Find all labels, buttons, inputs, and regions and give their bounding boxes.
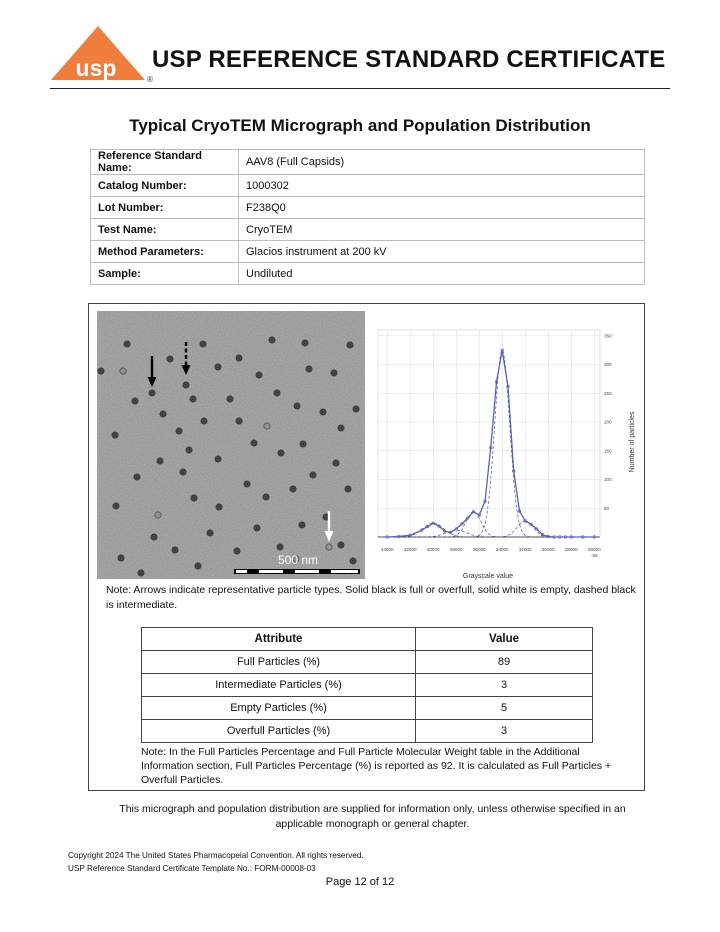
particle <box>250 439 257 446</box>
particle <box>243 480 250 487</box>
value-cell: 89 <box>416 651 593 674</box>
particle <box>97 367 104 374</box>
attribute-header: Attribute <box>142 628 416 651</box>
table-row <box>91 263 645 285</box>
population-distribution-chart <box>370 322 640 584</box>
particle <box>182 381 189 388</box>
table-row <box>91 175 645 197</box>
particle <box>349 557 356 564</box>
table-row <box>142 697 593 720</box>
particle <box>194 562 201 569</box>
chart-ticks <box>381 333 612 558</box>
table-row <box>142 720 593 743</box>
row-value: Glacios instrument at 200 kV <box>239 241 645 263</box>
full-particles-note: Note: In the Full Particles Percentage and Full Particle Molecular Weight table in the Additional Information section, Full Particles Percentage (%) is reported as 92. It is calculated as Full Particles + Overfull Particles. <box>141 746 612 786</box>
particle <box>226 395 233 402</box>
table-row <box>91 219 645 241</box>
particle <box>332 459 339 466</box>
x-tick-label: 34000 <box>495 547 509 552</box>
x-tick-label: 42000 <box>403 547 417 552</box>
particle <box>309 471 316 478</box>
footer-copyright <box>68 849 364 875</box>
particle <box>148 389 155 396</box>
particle <box>255 371 262 378</box>
row-value: 1000302 <box>239 175 645 197</box>
x-tick-label: 28000 <box>564 547 578 552</box>
particle <box>200 417 207 424</box>
y-tick-label: 50 <box>604 505 610 511</box>
particle <box>277 449 284 456</box>
value-header: Value <box>416 628 593 651</box>
y-tick-label: 100 <box>604 477 612 483</box>
particle <box>175 427 182 434</box>
particle <box>214 455 221 462</box>
particle <box>273 389 280 396</box>
table-row <box>142 674 593 697</box>
particle <box>131 397 138 404</box>
attribute-cell: Full Particles (%) <box>142 651 416 674</box>
particle <box>215 503 222 510</box>
particle <box>352 405 359 412</box>
particle <box>235 417 242 424</box>
attribute-cell: Intermediate Particles (%) <box>142 674 416 697</box>
particle <box>268 336 275 343</box>
attribute-cell: Overfull Particles (%) <box>142 720 416 743</box>
particle <box>305 365 312 372</box>
scale-bar-label: 500 nm <box>277 553 319 567</box>
particle <box>235 354 242 361</box>
particle <box>179 468 186 475</box>
particle <box>214 363 221 370</box>
certificate-title: USP REFERENCE STANDARD CERTIFICATE <box>152 46 666 73</box>
particle <box>123 340 130 347</box>
particle <box>185 446 192 453</box>
row-value: Undiluted <box>239 263 645 285</box>
particle <box>346 341 353 348</box>
particle <box>154 511 161 518</box>
page-number: Page 12 of 12 <box>325 876 395 888</box>
y-tick-label: 350 <box>604 333 612 339</box>
particle <box>119 367 126 374</box>
table-header-row <box>142 628 593 651</box>
row-key: Test Name: <box>91 219 239 241</box>
particle <box>189 395 196 402</box>
x-axis-label: Grayscale value <box>462 573 514 580</box>
particle <box>166 355 173 362</box>
x-tick-label: 36000 <box>472 547 486 552</box>
row-value: AAV8 (Full Capsids) <box>239 150 645 175</box>
attribute-cell: Empty Particles (%) <box>142 697 416 720</box>
particle <box>299 440 306 447</box>
particle <box>233 547 240 554</box>
row-key: Method Parameters: <box>91 241 239 263</box>
particle <box>111 431 118 438</box>
row-value: CryoTEM <box>239 219 645 241</box>
gaussian-component <box>378 350 600 537</box>
particle <box>293 402 300 409</box>
y-tick-label: 250 <box>604 390 612 396</box>
particle <box>325 543 332 550</box>
particle <box>276 543 283 550</box>
particle <box>253 524 260 531</box>
arrow-note: Note: Arrows indicate representative particle types. Solid black is full or overfull, solid white is empty, dashed black is intermediate. <box>106 584 636 611</box>
x-tick-label: 26000 <box>587 547 601 552</box>
value-cell: 5 <box>416 697 593 720</box>
x-tick-label: 30000 <box>541 547 555 552</box>
usp-logo <box>50 26 160 86</box>
gaussian-component <box>378 512 600 537</box>
gaussian-components <box>378 350 600 537</box>
y-tick-label: 200 <box>604 419 612 425</box>
cryotem-micrograph <box>97 311 365 579</box>
row-key: Lot Number: <box>91 197 239 219</box>
chart-grid <box>378 330 600 537</box>
x-tick-label: 38000 <box>449 547 463 552</box>
value-cell: 3 <box>416 720 593 743</box>
table-row <box>142 651 593 674</box>
reference-info-table <box>90 149 645 285</box>
x-tick-suffix: -55 <box>590 553 598 558</box>
particle <box>337 424 344 431</box>
table-row <box>91 241 645 263</box>
row-value: F238Q0 <box>239 197 645 219</box>
particle <box>171 546 178 553</box>
particle <box>117 554 124 561</box>
header-divider <box>50 88 670 89</box>
y-axis-label: Number of particles <box>629 411 636 473</box>
disclaimer: This micrograph and population distribution are supplied for information only, unless otherwise specified in an applicable monograph or general chapter. <box>119 803 626 830</box>
particle <box>150 533 157 540</box>
attribute-table <box>141 627 593 743</box>
plot-frame <box>378 330 600 537</box>
particle <box>133 473 140 480</box>
copyright-text: Copyright 2024 The United States Pharmacopeial Convention. All rights reserved. <box>68 851 364 860</box>
x-tick-label: 40000 <box>426 547 440 552</box>
particle <box>330 369 337 376</box>
particle <box>298 521 305 528</box>
fit-curve-series <box>387 350 594 537</box>
particle <box>137 569 144 576</box>
y-tick-label: 300 <box>604 362 612 368</box>
row-key: Sample: <box>91 263 239 285</box>
section-title: Typical CryoTEM Micrograph and Population Distribution <box>129 116 591 135</box>
particle <box>156 457 163 464</box>
particle <box>319 408 326 415</box>
particle <box>289 485 296 492</box>
logo-text: usp <box>75 55 117 81</box>
particle <box>206 529 213 536</box>
x-tick-label: 32000 <box>518 547 532 552</box>
particle <box>301 339 308 346</box>
y-tick-label: 150 <box>604 448 612 454</box>
particle <box>190 494 197 501</box>
table-row <box>91 150 645 175</box>
particle <box>262 493 269 500</box>
registered-mark: ® <box>147 75 153 84</box>
x-tick-label: 44000 <box>380 547 394 552</box>
certificate-header <box>50 26 670 92</box>
particle <box>344 485 351 492</box>
particle <box>263 422 270 429</box>
row-key: Reference Standard Name: <box>91 150 239 175</box>
row-key: Catalog Number: <box>91 175 239 197</box>
value-cell: 3 <box>416 674 593 697</box>
particle <box>337 541 344 548</box>
particle <box>199 340 206 347</box>
particle <box>159 410 166 417</box>
table-row <box>91 197 645 219</box>
template-number: USP Reference Standard Certificate Template No.: FORM-00008-03 <box>68 864 316 873</box>
particle <box>112 502 119 509</box>
